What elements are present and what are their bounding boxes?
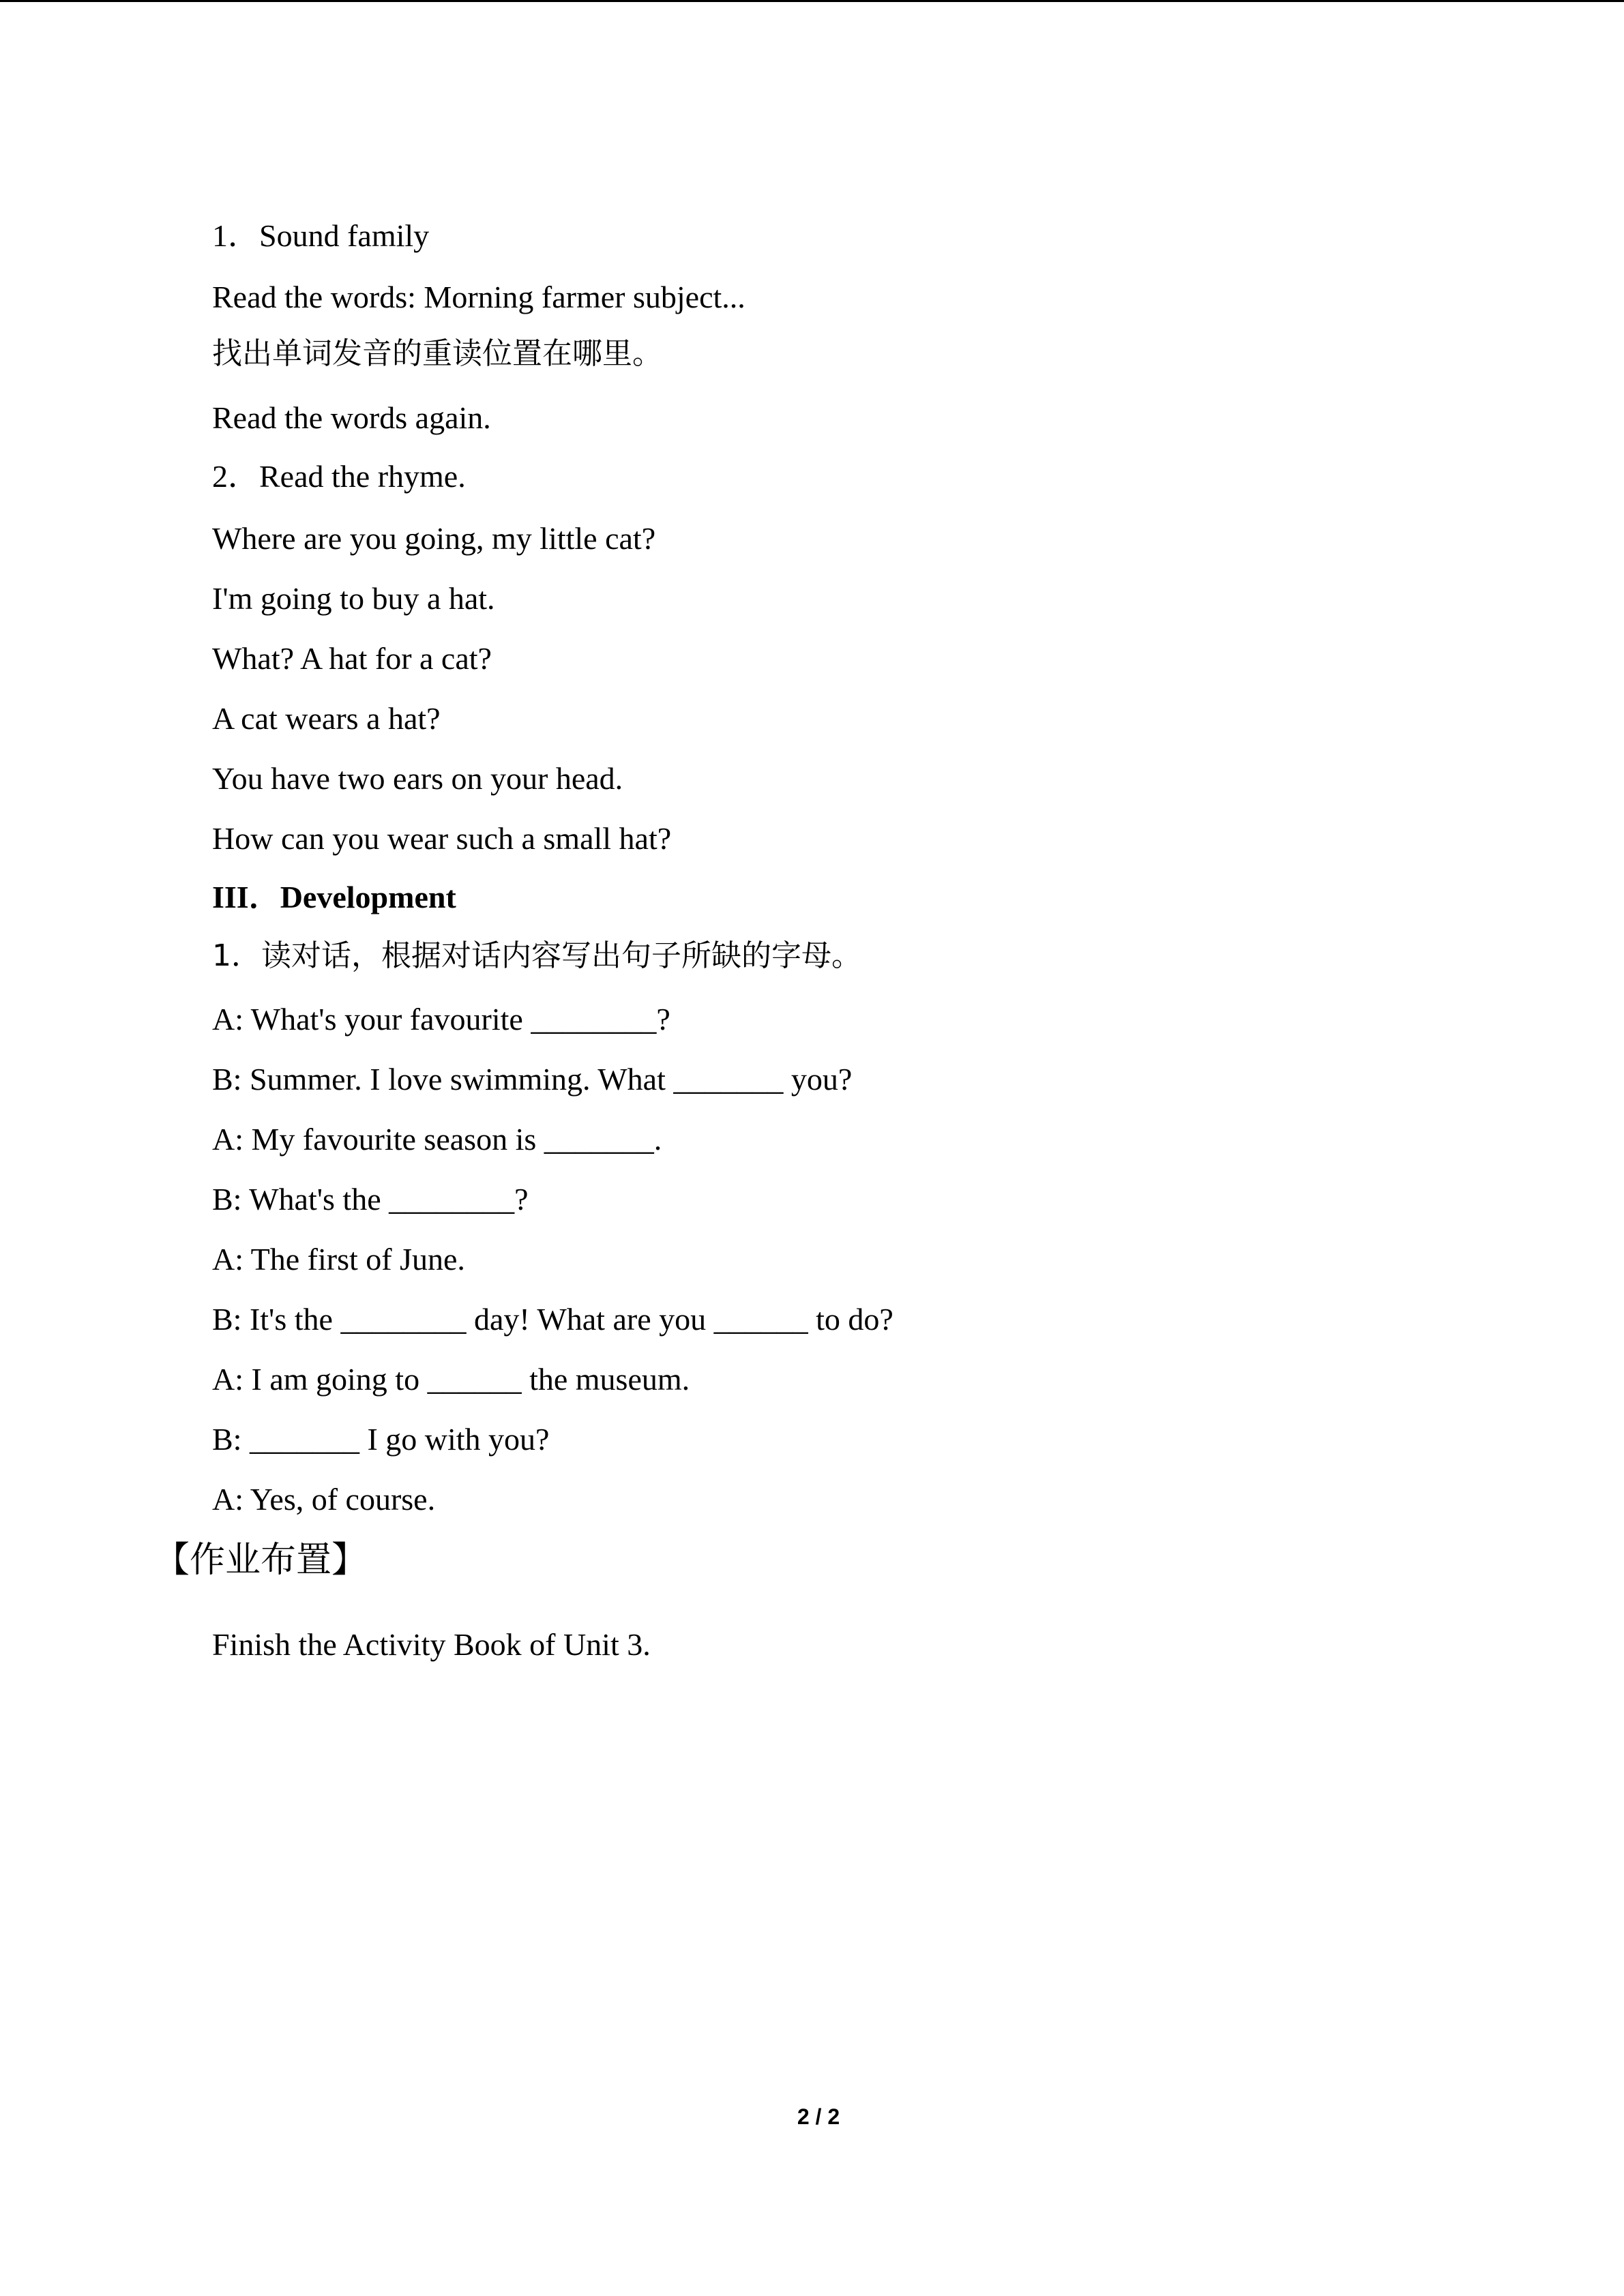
sound-family-heading: 1．Sound family [212,218,430,253]
dialogue-line: A: The first of June. [212,1242,465,1277]
read-words-line: Read the words: Morning farmer subject... [212,280,745,314]
dialogue-line: A: What's your favourite ________? [212,1002,670,1037]
dialogue-line: A: Yes, of course. [212,1482,436,1517]
dialogue-line: B: _______ I go with you? [212,1422,550,1457]
rhyme-line: Where are you going, my little cat? [212,521,656,556]
page-number: 2 / 2 [797,2104,840,2129]
rhyme-line: A cat wears a hat? [212,701,441,736]
homework-text: Finish the Activity Book of Unit 3. [212,1627,651,1662]
stress-instruction-line: 找出单词发音的重读位置在哪里。 [212,336,662,371]
dialogue-line: A: My favourite season is _______. [212,1122,662,1157]
dialogue-instruction-line: 1．读对话，根据对话内容写出句子所缺的字母。 [212,938,861,973]
rhyme-line: How can you wear such a small hat? [212,821,672,856]
top-border-rule [0,0,1624,2]
dialogue-line: B: It's the ________ day! What are you ______ to do? [212,1302,894,1337]
dialogue-line: B: Summer. I love swimming. What _______ you? [212,1062,853,1097]
development-heading: III．Development [212,880,456,914]
read-rhyme-heading: 2．Read the rhyme. [212,459,466,494]
dialogue-line: B: What's the ________? [212,1182,529,1217]
rhyme-line: You have two ears on your head. [212,761,623,796]
dialogue-line: A: I am going to ______ the museum. [212,1362,690,1397]
read-again-line: Read the words again. [212,400,491,435]
rhyme-line: I'm going to buy a hat. [212,581,495,616]
homework-heading: 【作业布置】 [154,1540,368,1581]
rhyme-line: What? A hat for a cat? [212,641,492,676]
